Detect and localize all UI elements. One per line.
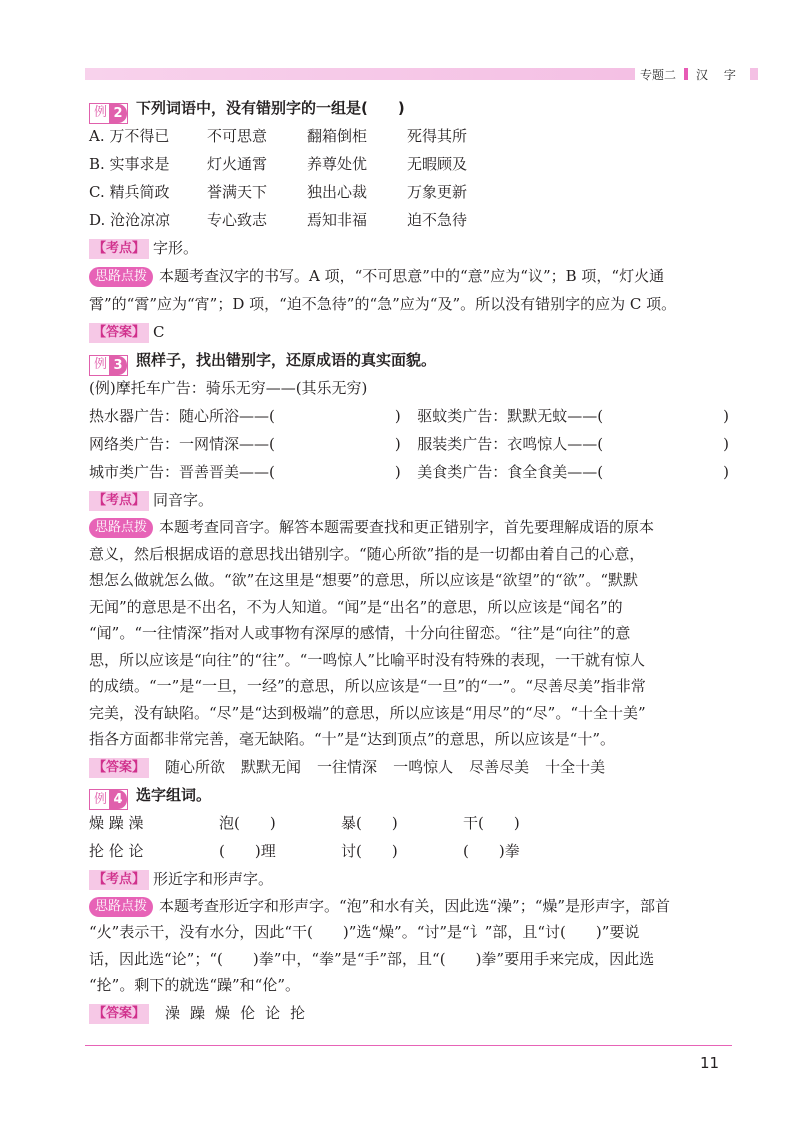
answer-word: 抡 [290,1003,306,1022]
silu-text: 话，因此选“论”；“( )拳”中，“拳”是“手”部，且“( )拳”要用手来完成，因此选 [89,949,655,968]
silu-line [89,946,729,973]
ex3-kaodian: 【考点】 同音字。 [89,486,729,514]
select-cell: 泡( ) [219,813,276,832]
answer-word: 默默无闻 [241,757,302,776]
select-cell: ( )理 [219,841,276,860]
ad-item: 美食类广告：食全食美——( ) [417,463,729,481]
silu-line [89,726,729,753]
silu-label: 思路点拨 [89,518,153,538]
header-bar [85,68,635,80]
silu-line [89,893,729,920]
silu-line [89,514,729,541]
ex2-question: 下列词语中，没有错别字的一组是( ) [136,99,405,117]
option-word: 灯火通霄 [207,155,268,173]
option-row [89,150,729,178]
ad-row [89,402,729,430]
option-word: C. 精兵简政 [89,183,170,201]
silu-line [89,919,729,946]
ex4-answer [89,999,729,1027]
header-separator [684,68,688,80]
answer-word: 燥 [215,1003,231,1022]
ex2-kaodian: 【考点】 字形。 [89,234,729,262]
header-tail-block [750,68,758,80]
option-word: B. 实事求是 [89,155,170,173]
ad-item: 热水器广告：随心所浴——( ) [89,407,401,425]
silu-line [89,700,729,727]
page-number: 11 [700,1054,720,1072]
option-word: 养尊处优 [307,155,368,173]
answer-word: 一往情深 [317,757,378,776]
topic-label: 汉 字 [696,67,742,82]
answer-word: 尽善尽美 [469,757,530,776]
answer-word: 伦 [240,1003,256,1022]
ex2-question-line [89,94,729,122]
ad-row [89,430,729,458]
answer-label: 【答案】 [89,1004,149,1024]
ad-item: 网络类广告：一网情深——( ) [89,435,401,453]
silu-text: 指各方面都非常完善，毫无缺陷。“十”是“达到顶点”的意思，所以应该是“十”。 [89,730,616,748]
option-word: 誉满天下 [207,183,268,201]
ex4-question-line [89,781,729,809]
select-cell: 暴( ) [341,813,398,832]
option-word: 焉知非福 [307,211,368,229]
option-word: 独出心裁 [307,183,368,201]
ex3-silu [89,514,729,753]
select-row [89,809,729,837]
running-header [640,64,758,84]
silu-line [89,673,729,700]
answer-word: 澡 [165,1003,181,1022]
answer-word: 论 [265,1003,281,1022]
section-label: 专题二 [640,67,677,82]
select-cell: ( )拳 [463,841,520,860]
ad-item: 服装类广告：衣鸣惊人——( ) [417,435,729,453]
example-badge: 例 2 [89,103,128,124]
silu-text: 想怎么做就怎么做。“欲”在这里是“想要”的意思，所以应该是“欲望”的“欲”。“默默 [89,571,639,589]
ex3-question-line [89,346,729,374]
page-content [89,94,729,1027]
silu-text: 无闻”的意思是不出名，不为人知道。“闻”是“出名”的意思，所以应该是“闻名”的 [89,597,623,616]
select-cell: 燥 躁 澡 [89,813,144,832]
silu-text: 思，所以应该是“向往”的“往”。“一鸣惊人”比喻平时没有特殊的表现，一干就有惊人 [89,650,646,669]
answer-word: 一鸣惊人 [393,757,454,776]
silu-text: 本题考查同音字。解答本题需要查找和更正错别字，首先要理解成语的原本 [159,518,655,536]
silu-label: 思路点拨 [89,897,153,917]
option-row [89,122,729,150]
footer-line [85,1045,732,1046]
ad-row [89,458,729,486]
silu-line [89,972,729,999]
silu-text: “火”表示干，没有水分，因此“干( )”选“燥”。“讨”是“讠”部，且“讨( )”要说 [89,923,640,941]
silu-text: “抡”。剩下的就选“躁”和“伦”。 [89,976,301,994]
option-word: 万象更新 [407,183,468,201]
ad-item: 驱蚊类广告：默默无蚊——( ) [417,407,729,425]
silu-line [89,620,729,647]
select-cell: 抡 伦 论 [89,841,144,860]
answer-word: 十全十美 [545,757,606,776]
silu-text: 意义，然后根据成语的意思找出错别字。“随心所欲”指的是一切都由着自己的心意， [89,544,645,563]
silu-text: 的成绩。“一”是“一旦，一经”的意思，所以应该是“一旦”的“一”。“尽善尽美”指非常 [89,677,646,695]
option-word: 迫不急待 [407,211,468,229]
answer-word: 随心所欲 [165,757,226,776]
ex4-silu [89,893,729,999]
answer-word: 躁 [190,1003,206,1022]
option-word: 死得其所 [407,127,468,145]
option-row [89,178,729,206]
ex3-sample: (例)摩托车广告：骑乐无穷——(其乐无穷) [89,379,368,397]
option-word: 不可思意 [207,127,268,145]
silu-line [89,567,729,594]
option-word: A. 万不得已 [89,127,170,145]
option-word: 无暇顾及 [407,155,468,173]
ex4-question: 选字组词。 [136,785,212,804]
silu-text: 本题考查形近字和形声字。“泡”和水有关，因此选“澡”；“燥”是形声字，部首 [159,896,671,915]
ex2-silu-1: 思路点拨 本题考查汉字的书写。A 项，“不可思意”中的“意”应为“议”；B 项，“灯火通 [89,262,729,290]
ex4-kaodian: 【考点】 形近字和形声字。 [89,865,729,893]
option-row [89,206,729,234]
silu-text: 完美，没有缺陷。“尽”是“达到极端”的意思，所以应该是“用尽”的“尽”。“十全十美” [89,703,646,722]
option-word: D. 沧沧凉凉 [89,211,171,229]
ex2-answer: 【答案】 C [89,318,729,346]
option-word: 专心致志 [207,211,268,229]
silu-line [89,541,729,568]
ex2-silu-2: 霄”的“霄”应为“宵”；D 项，“迫不急待”的“急”应为“及”。所以没有错别字的应为 C 项。 [89,295,677,313]
example-badge: 例 3 [89,355,128,376]
ex3-question: 照样子，找出错别字，还原成语的真实面貌。 [136,351,437,369]
option-word: 翻箱倒柜 [307,127,368,145]
answer-label: 【答案】 [89,758,149,778]
select-cell: 干( ) [463,813,520,832]
silu-text: “闻”。“一往情深”指对人或事物有深厚的感情，十分向往留恋。“往”是“向往”的意 [89,624,631,642]
silu-line [89,647,729,674]
ad-item: 城市类广告：晋善晋美——( ) [89,463,401,481]
select-cell: 讨( ) [341,841,398,860]
select-row [89,837,729,865]
silu-line [89,594,729,621]
example-badge: 例 4 [89,789,128,810]
ex3-answer [89,753,729,781]
